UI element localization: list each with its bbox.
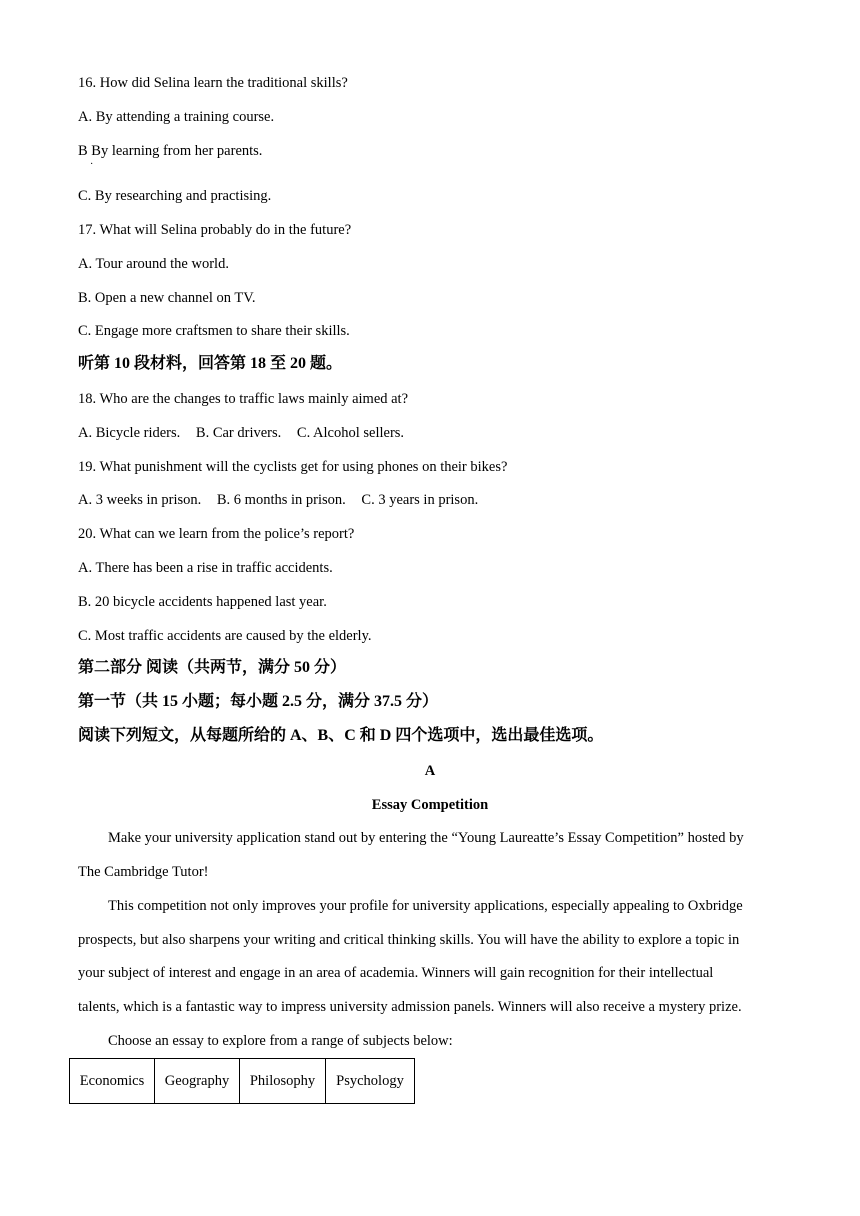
section-10-heading: 听第 10 段材料，回答第 18 至 20 题。 bbox=[78, 355, 343, 372]
q17-option-a: A. Tour around the world. bbox=[78, 256, 229, 272]
q20-option-a: A. There has been a rise in traffic accidents. bbox=[78, 560, 333, 576]
subject-economics: Economics bbox=[70, 1059, 155, 1104]
paragraph-1-line-2: The Cambridge Tutor! bbox=[78, 864, 209, 880]
stray-dot-mark: · bbox=[90, 159, 94, 170]
q18-option-b: B. Car drivers. bbox=[195, 425, 282, 441]
subject-geography: Geography bbox=[155, 1059, 240, 1104]
question-18: 18. Who are the changes to traffic laws mainly aimed at? bbox=[78, 391, 409, 407]
question-16: 16. How did Selina learn the traditional skills? bbox=[78, 75, 348, 91]
paragraph-2-line-4: talents, which is a fantastic way to impress university admission panels. Winners will also receive a mystery prize. bbox=[78, 999, 742, 1015]
q20-option-b: B. 20 bicycle accidents happened last year. bbox=[78, 594, 327, 610]
q17-option-c: C. Engage more craftsmen to share their skills. bbox=[78, 323, 350, 339]
q19-option-c: C. 3 years in prison. bbox=[361, 492, 479, 508]
passage-letter: A bbox=[424, 763, 436, 779]
part-2-heading: 第二部分 阅读（共两节，满分 50 分） bbox=[78, 659, 347, 676]
passage-title: Essay Competition bbox=[371, 797, 489, 813]
q16-option-a: A. By attending a training course. bbox=[78, 109, 275, 125]
subject-philosophy: Philosophy bbox=[240, 1059, 326, 1104]
q18-option-c: C. Alcohol sellers. bbox=[296, 425, 405, 441]
question-17: 17. What will Selina probably do in the future? bbox=[78, 222, 352, 238]
paragraph-2-line-2: prospects, but also sharpens your writing and critical thinking skills. You will have the ability to explore a topic in bbox=[78, 932, 740, 948]
q20-option-c: C. Most traffic accidents are caused by the elderly. bbox=[78, 628, 372, 644]
subjects-row bbox=[70, 1059, 415, 1104]
q16-option-c: C. By researching and practising. bbox=[78, 188, 272, 204]
q19-option-a: A. 3 weeks in prison. bbox=[78, 492, 202, 508]
q18-options bbox=[78, 423, 778, 443]
question-20: 20. What can we learn from the police’s report? bbox=[78, 526, 355, 542]
subject-psychology: Psychology bbox=[326, 1059, 415, 1104]
paragraph-3: Choose an essay to explore from a range of subjects below: bbox=[108, 1033, 453, 1049]
reading-instructions: 阅读下列短文，从每题所给的 A、B、C 和 D 四个选项中，选出最佳选项。 bbox=[78, 727, 604, 744]
q19-option-b: B. 6 months in prison. bbox=[216, 492, 346, 508]
subjects-table bbox=[69, 1058, 415, 1104]
q19-options bbox=[78, 490, 778, 510]
paragraph-2-line-1: This competition not only improves your profile for university applications, especially appealing to Oxbridge bbox=[108, 898, 743, 914]
q17-option-b: B. Open a new channel on TV. bbox=[78, 290, 256, 306]
paragraph-2-line-3: your subject of interest and engage in an area of academia. Winners will gain recognition for their intellectual bbox=[78, 965, 714, 981]
paragraph-1-line-1: Make your university application stand out by entering the “Young Laureatte’s Essay Competition” hosted by bbox=[108, 830, 744, 846]
section-1-heading: 第一节（共 15 小题；每小题 2.5 分，满分 37.5 分） bbox=[78, 693, 439, 710]
q18-option-a: A. Bicycle riders. bbox=[78, 425, 181, 441]
question-19: 19. What punishment will the cyclists get for using phones on their bikes? bbox=[78, 459, 508, 475]
q16-option-b: B By learning from her parents. bbox=[78, 143, 263, 159]
